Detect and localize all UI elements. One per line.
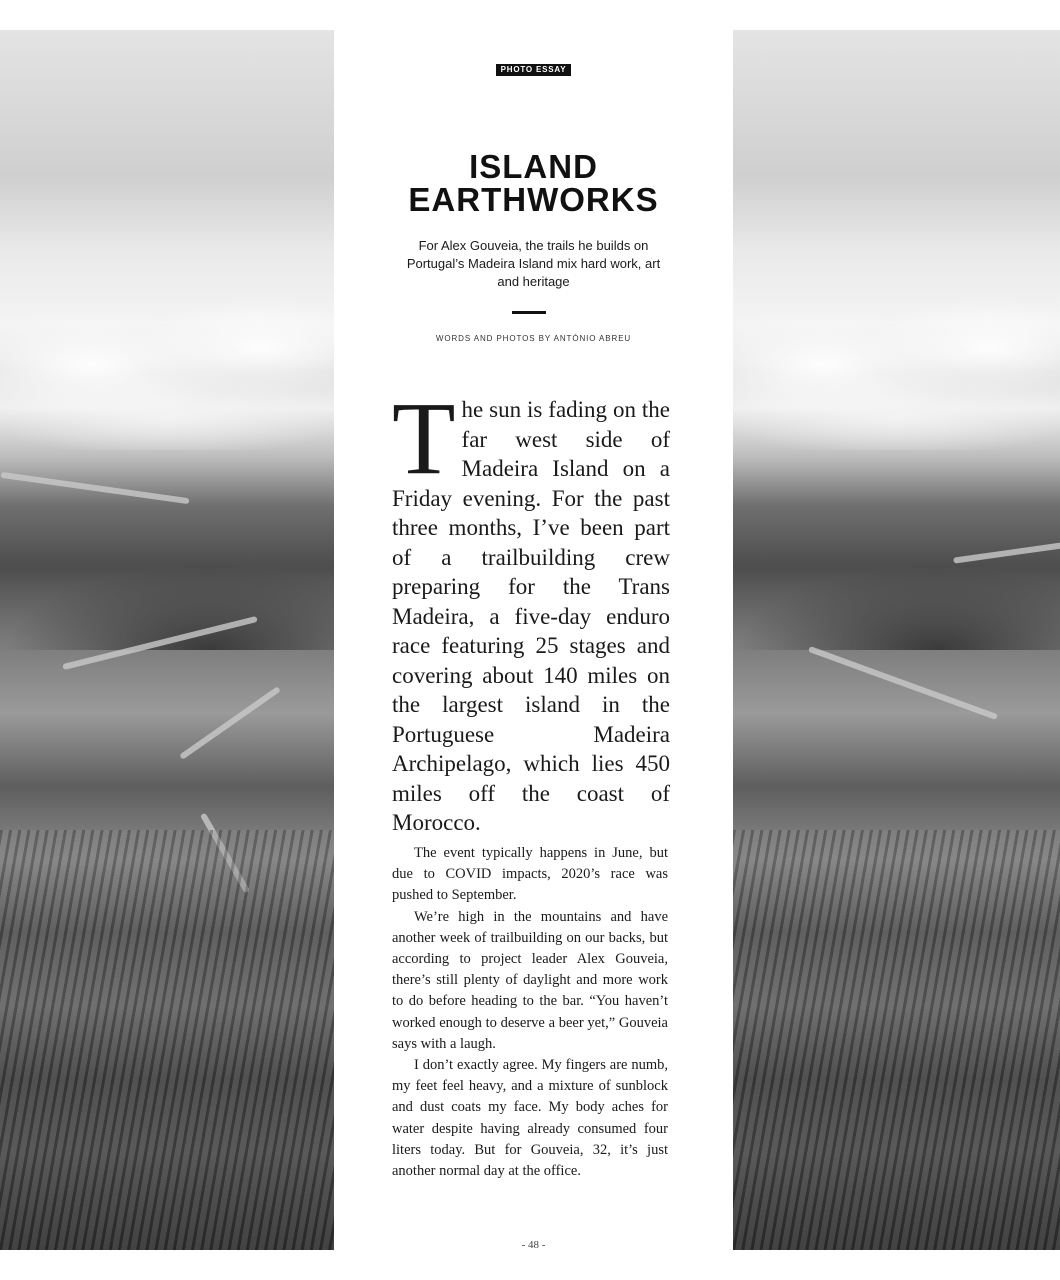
headline [334,150,733,216]
page-number: - 48 - [521,1239,546,1251]
headline-line-2: EARTHWORKS [408,181,659,218]
cloud-layer [0,280,334,450]
trail-path [808,646,998,720]
drop-cap: T [392,381,456,496]
body-paragraph: We’re high in the mountains and have another week of trailbuilding on our backs, but according to project leader Alex Gouveia, there’s still plenty of daylight and more work to do before heading to the bar. “You haven’t worked enough to deserve a beer yet,” Gouveia says with a laugh. [392,908,668,1052]
foreground-vegetation [0,830,334,1250]
deck: For Alex Gouveia, the trails he builds on Portugal’s Madeira Island mix hard work, art and heritage [406,238,661,289]
foreground-vegetation [733,830,1060,1250]
photo-right-landscape [733,30,1060,1250]
lede-text: he sun is fading on the far west side of Madeira Island on a Friday evening. For the past three months, I’ve been part of a trailbuilding crew preparing for the Trans Madeira, a five-day enduro race featuring 25 stages and covering about 140 miles on the largest island in the Portuguese Madeira Archipelago, which lies 450 miles off the coast of Morocco. [392,397,670,835]
headline-line-1: ISLAND [469,148,598,185]
section-tag-label: PHOTO ESSAY [496,64,572,76]
body-paragraph: I don’t exactly agree. My fingers are numb, my feet feel heavy, and a mixture of sunblock and dust coats my face. My body aches for water despite having already consumed four liters today. But for Gouveia, 32, it’s just another normal day at the office. [392,1057,668,1180]
byline: WORDS AND PHOTOS BY ANTÓNIO ABREU [435,334,632,343]
article-column [334,0,733,1280]
cloud-layer [733,280,1060,450]
section-tag [334,59,733,77]
lede-paragraph [392,381,670,838]
trail-path [179,686,281,760]
divider-rule [512,311,546,314]
body-text [392,843,668,1182]
body-paragraph: The event typically happens in June, but due to COVID impacts, 2020’s race was pushed to September. [392,845,668,904]
photo-left-landscape [0,30,334,1250]
